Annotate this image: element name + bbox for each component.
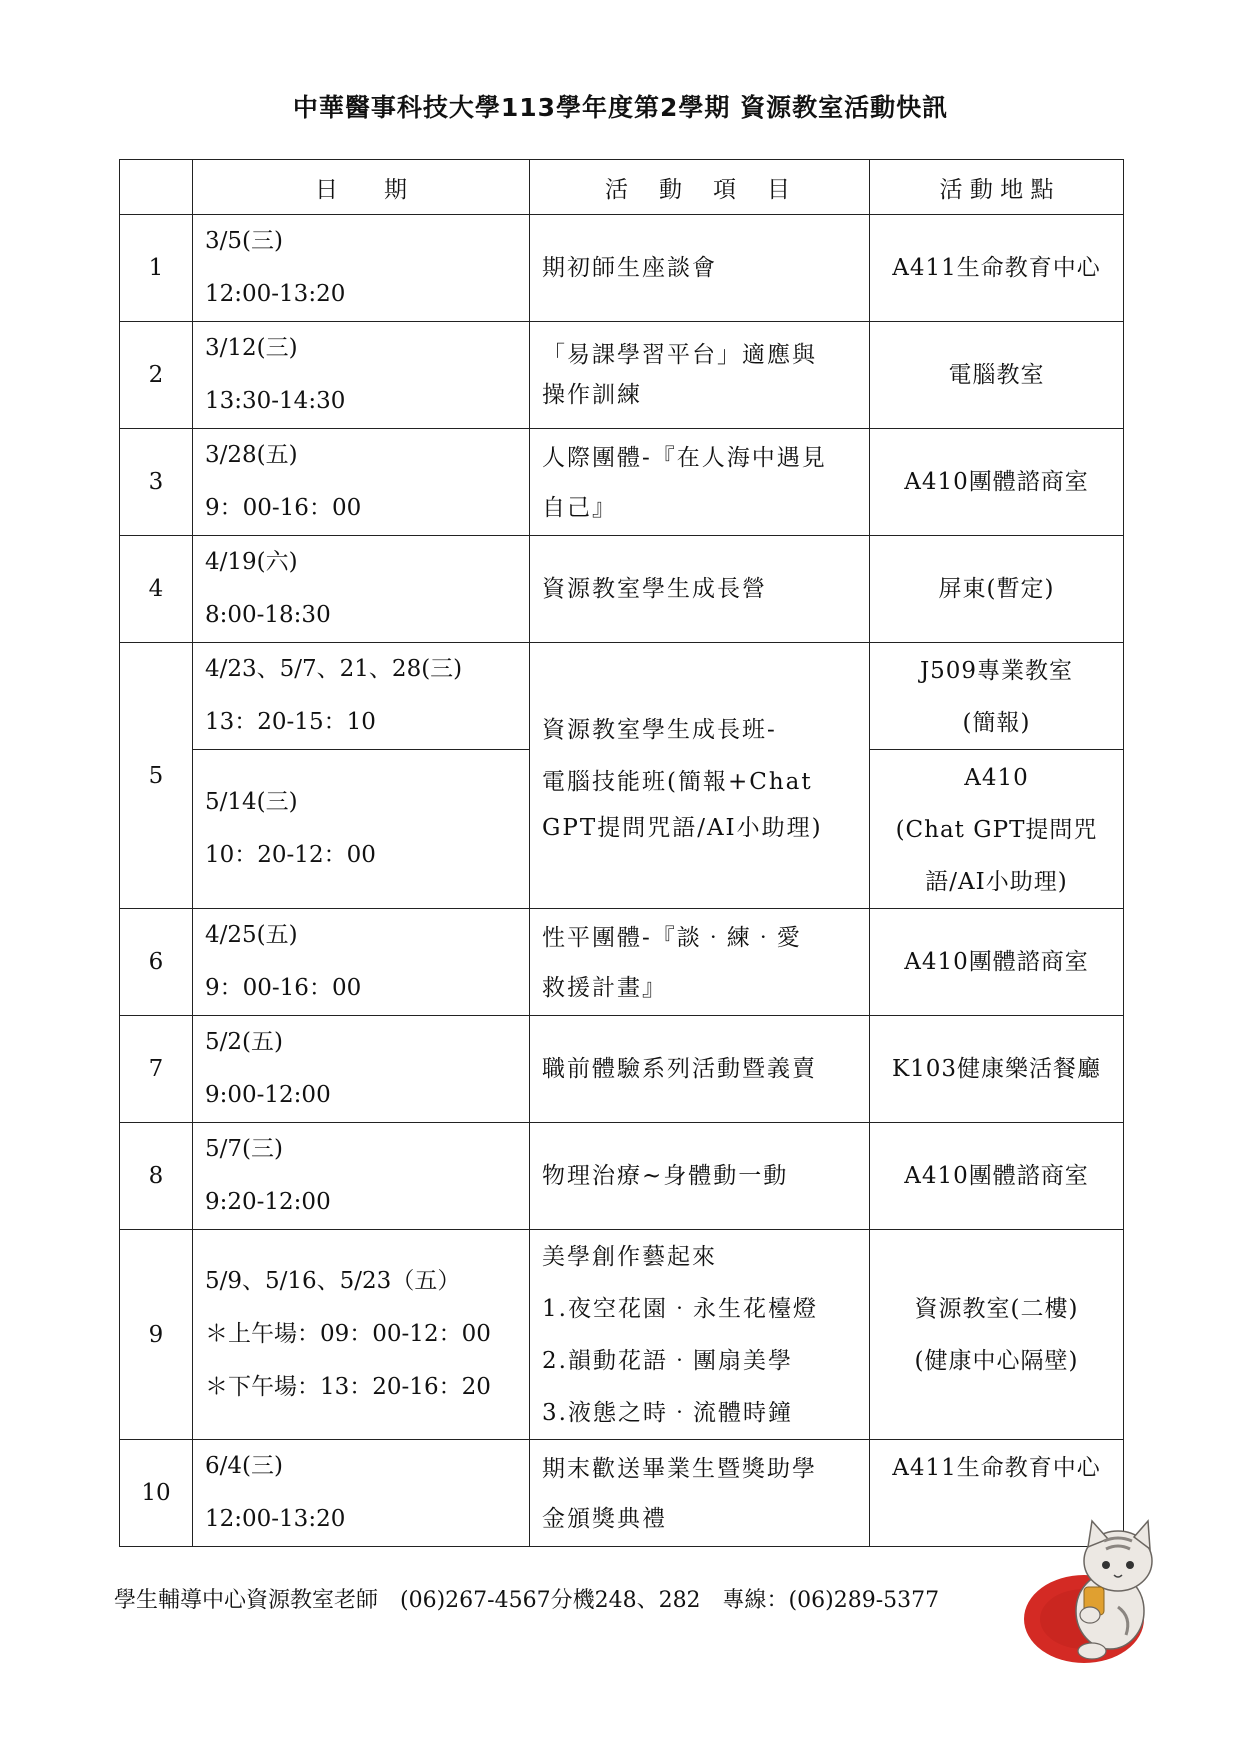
header-date: 日 期 (193, 160, 530, 215)
row-number: 8 (120, 1123, 193, 1230)
row-date: 4/25(五) 9：00-16：00 (193, 909, 530, 1016)
table-row (120, 1440, 1124, 1547)
row-date: 4/23、5/7、21、28(三) 13：20-15：10 (193, 643, 530, 750)
row-location: A411生命教育中心 (870, 215, 1124, 322)
table-row (120, 1230, 1124, 1440)
table-row (120, 909, 1124, 1016)
activity-schedule-table (119, 159, 1124, 1547)
row-date: 5/9、5/16、5/23（五） ＊上午場：09：00-12：00 ＊下午場：13：20-16：20 (193, 1230, 530, 1440)
row-date: 3/28(五) 9：00-16：00 (193, 429, 530, 536)
row-location: A410團體諮商室 (870, 429, 1124, 536)
cat-foot (1078, 1643, 1106, 1659)
page-title: 中華醫事科技大學113學年度第2學期 資源教室活動快訊 (292, 93, 949, 122)
cat-on-cushion-illustration (1022, 1507, 1162, 1667)
row-activity: 資源教室學生成長班- 電腦技能班(簡報+Chat GPT提問咒語/AI小助理) (530, 643, 870, 909)
header-index (120, 160, 193, 215)
row-date: 5/7(三) 9:20-12:00 (193, 1123, 530, 1230)
table-row (120, 536, 1124, 643)
row-location: K103健康樂活餐廳 (870, 1016, 1124, 1123)
header-activity: 活 動 項 目 (530, 160, 870, 215)
row-location: J509專業教室 (簡報) (870, 643, 1124, 750)
table-row (120, 1016, 1124, 1123)
row-number: 6 (120, 909, 193, 1016)
table-row (120, 215, 1124, 322)
table-row (120, 1123, 1124, 1230)
row-activity: 物理治療~身體動一動 (530, 1123, 870, 1230)
row-location: 屏東(暫定) (870, 536, 1124, 643)
row-location: A411生命教育中心 (870, 1440, 1124, 1547)
row-activity: 美學創作藝起來 1.夜空花園‧永生花檯燈 2.韻動花語‧團扇美學 3.液態之時‧流體時鐘 (530, 1230, 870, 1440)
row-date: 3/12(三) 13:30-14:30 (193, 322, 530, 429)
row-location: 電腦教室 (870, 322, 1124, 429)
row-date: 4/19(六) 8:00-18:30 (193, 536, 530, 643)
row-activity: 期末歡送畢業生暨獎助學 金頒獎典禮 (530, 1440, 870, 1547)
row-activity: 資源教室學生成長營 (530, 536, 870, 643)
row-number: 5 (120, 643, 193, 909)
table-row (120, 429, 1124, 536)
row-number: 1 (120, 215, 193, 322)
table-row (120, 322, 1124, 429)
row-number: 9 (120, 1230, 193, 1440)
row-location: A410團體諮商室 (870, 1123, 1124, 1230)
row-number: 10 (120, 1440, 193, 1547)
row-number: 7 (120, 1016, 193, 1123)
row-activity: 人際團體-『在人海中遇見 自己』 (530, 429, 870, 536)
row-location: A410團體諮商室 (870, 909, 1124, 1016)
header-row (120, 160, 1124, 215)
row-date: 3/5(三) 12:00-13:20 (193, 215, 530, 322)
row-activity: 「易課學習平台」適應與 操作訓練 (530, 322, 870, 429)
row-date: 5/2(五) 9:00-12:00 (193, 1016, 530, 1123)
row-activity: 職前體驗系列活動暨義賣 (530, 1016, 870, 1123)
row-number: 3 (120, 429, 193, 536)
row-location: A410 (Chat GPT提問咒 語/AI小助理) (870, 750, 1124, 909)
row-number: 2 (120, 322, 193, 429)
table-row (120, 643, 1124, 750)
header-location: 活 動 地 點 (870, 160, 1124, 215)
row-activity: 性平團體-『談‧練‧愛 救援計畫』 (530, 909, 870, 1016)
row-location: 資源教室(二樓) (健康中心隔壁) (870, 1230, 1124, 1440)
row-date: 5/14(三) 10：20-12：00 (193, 750, 530, 909)
row-activity: 期初師生座談會 (530, 215, 870, 322)
contact-footer: 學生輔導中心資源教室老師 (06)267-4567分機248、282 專線：(06)289-5377 (114, 1588, 940, 1613)
row-number: 4 (120, 536, 193, 643)
row-date: 6/4(三) 12:00-13:20 (193, 1440, 530, 1547)
